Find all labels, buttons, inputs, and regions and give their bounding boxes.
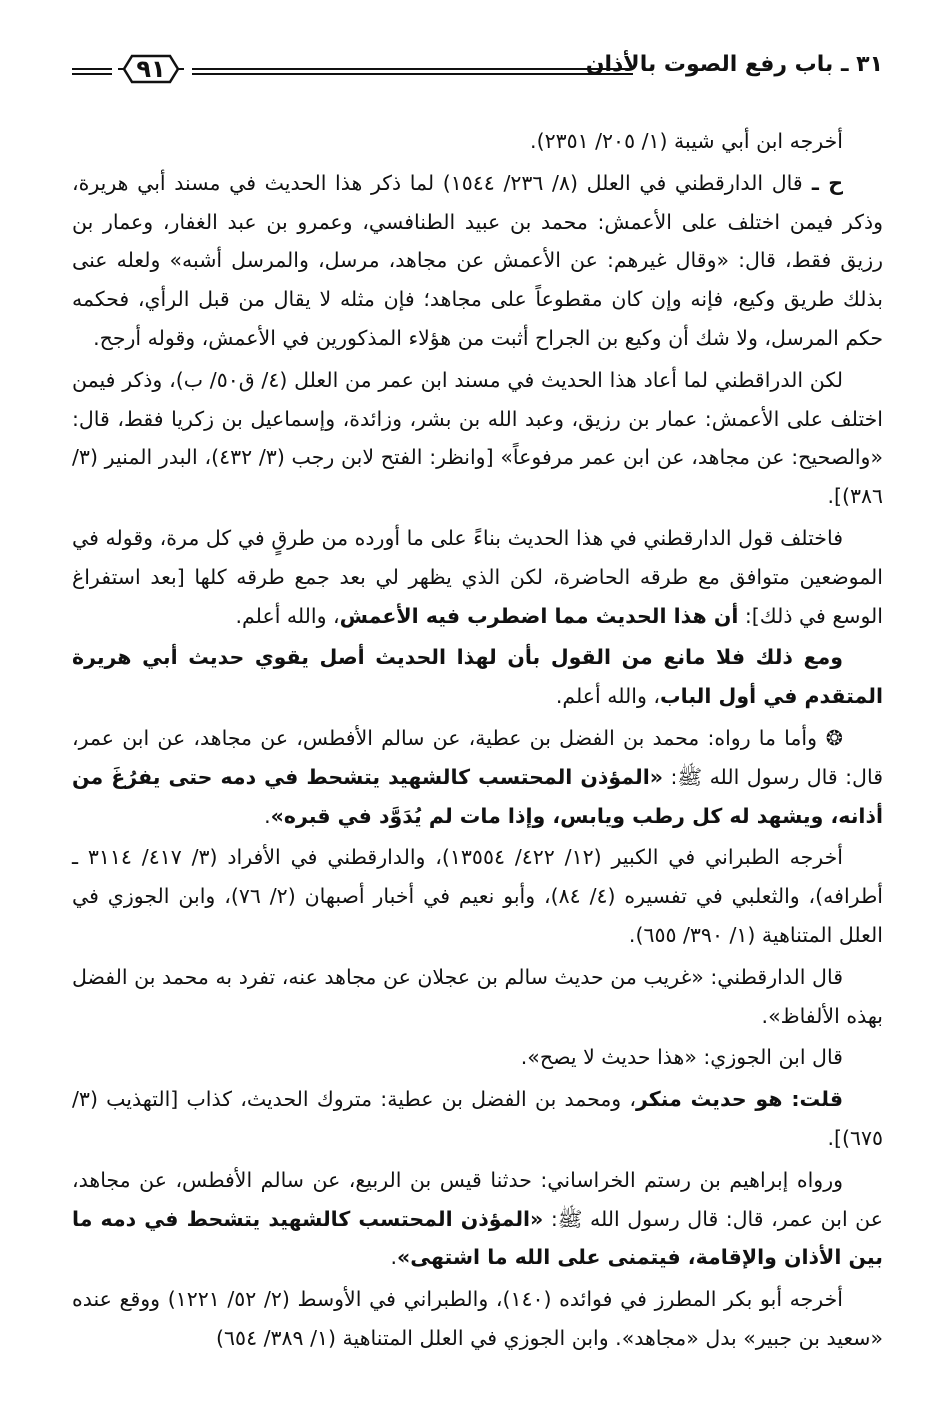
body-text: . xyxy=(264,803,271,828)
body-text: قال ابن الجوزي: «هذا حديث لا يصح». xyxy=(520,1045,843,1070)
header-rule-left xyxy=(72,68,112,75)
body-text: أخرجه ابن أبي شيبة (١/ ٢٠٥/ ٢٣٥١). xyxy=(530,129,843,153)
body-text: قال الدارقطني في العلل (٨/ ٢٣٦/ ١٥٤٤) لما ذكر هذا الحديث في مسند أبي هريرة، وذكر فيمن اختلف على الأعمش: محمد بن عبيد الطنافسي، وعمرو بن عبد الغفار، وعمار بن رزيق فقط، قال: «وقال غيرهم: عن الأعمش عن مجاهد، مرسل، والمرسل أشبه» ولعله عنى بذلك طريق وكيع، فإنه وإن كان مقطوعاً على مجاهد؛ فإن مثله لا يقال من قبل الرأي، فحكمه حكم المرسل، ولا شك أن وكيع بن الجراح أثبت من هؤلاء المذكورين في الأعمش، وقوله أرجح. xyxy=(72,170,883,350)
bold-text: «المؤذن المحتسب كالشهيد يتشحط في دمه ما بين الأذان والإقامة، فيتمنى على الله ما اشتهى» xyxy=(72,1206,883,1270)
body-text: قال الدارقطني: «غريب من حديث سالم بن عجلان عن مجاهد عنه، تفرد به محمد بن الفضل بهذه الألفاظ». xyxy=(72,964,883,1028)
paragraph-p1 xyxy=(72,122,883,161)
paragraph-p4 xyxy=(72,519,883,635)
paragraph-p2 xyxy=(72,164,883,358)
paragraph-p3 xyxy=(72,361,883,516)
bold-text: أن هذا الحديث مما اضطرب فيه الأعمش xyxy=(339,603,739,628)
page-number-ornament xyxy=(114,50,188,88)
body-text: وأما ما رواه: محمد بن الفضل بن عطية، عن سالم الأفطس، عن مجاهد، عن ابن عمر، قال: قال رسول الله ﷺ: xyxy=(72,725,883,789)
chapter-title: ٣١ ـ باب رفع الصوت بالأذان xyxy=(585,52,883,77)
body-text: فاختلف قول الدارقطني في هذا الحديث بناءً على ما أورده من طرقٍ في كل مرة، وقوله في الموضعين متوافق مع طرقه الحاضرة، لكن الذي يظهر لي بعد جمع طرقه كلها [بعد استفراغ الوسع في ذلك]: xyxy=(72,525,883,628)
paragraph-p7 xyxy=(72,838,883,954)
body-text: ، والله أعلم. xyxy=(555,684,661,709)
bold-text: ❂ xyxy=(817,725,843,750)
bold-text: ومع ذلك فلا مانع من القول بأن لهذا الحديث أصل يقوي حديث أبي هريرة المتقدم في أول الباب xyxy=(72,645,883,709)
main-text xyxy=(72,122,883,1361)
paragraph-p8 xyxy=(72,958,883,1036)
bold-text: ح ـ xyxy=(802,170,843,195)
header-rule xyxy=(192,68,633,75)
body-text: . xyxy=(390,1245,398,1270)
body-text: ، والله أعلم. xyxy=(235,603,340,628)
body-text: ورواه إبراهيم بن رستم الخراساني: حدثنا قيس بن الربيع، عن سالم الأفطس، عن مجاهد، عن ابن عمر، قال: قال رسول الله ﷺ: xyxy=(72,1167,883,1231)
body-text: أخرجه الطبراني في الكبير (١٢/ ٤٢٢/ ١٣٥٥٤)، والدارقطني في الأفراد (٣/ ٤١٧/ ٣١١٤ ـ أطرافه)، والثعلبي في تفسيره (٤/ ٨٤)، وأبو نعيم في أخبار أصبهان (٢/ ٧٦)، وابن الجوزي في العلل المتناهية (١/ ٣٩٠/ ٦٥٥). xyxy=(72,845,883,947)
body-text: لكن الدراقطني لما أعاد هذا الحديث في مسند ابن عمر من العلل (٤/ ق٥٠/ ب)، وذكر فيمن اختلف على الأعمش: عمار بن رزيق، وعبد الله بن بشر، وزائدة، وإسماعيل بن زكريا فقط، قال: «والصحيح: عن مجاهد، عن ابن عمر مرفوعاً» [وانظر: الفتح لابن رجب (٣/ ٤٣٢)، البدر المنير (٣/ ٣٨٦)]. xyxy=(72,367,883,509)
bold-text: قلت: هو حديث منكر xyxy=(636,1087,844,1112)
page-number: ٩١ xyxy=(136,55,166,83)
body-text: ، ومحمد بن الفضل بن عطية: متروك الحديث، كذاب [التهذيب (٣/ ٦٧٥)]. xyxy=(72,1087,883,1150)
paragraph-p12 xyxy=(72,1280,883,1358)
paragraph-p10 xyxy=(72,1080,883,1158)
paragraph-p5 xyxy=(72,638,883,716)
body-text: أخرجه أبو بكر المطرز في فوائده (١٤٠)، والطبراني في الأوسط (٢/ ٥٢/ ١٢٢١) ووقع عنده «سعيد بن جبير» بدل «مجاهد». وابن الجوزي في العلل المتناهية (١/ ٣٨٩/ ٦٥٤) xyxy=(72,1287,883,1350)
bold-text: «المؤذن المحتسب كالشهيد يتشحط في دمه حتى يفرُغَ من أذانه، ويشهد له كل رطب ويابس، وإذا مات لم يُدَوَّد في قبره» xyxy=(72,764,883,828)
paragraph-p9 xyxy=(72,1038,883,1077)
paragraph-p6 xyxy=(72,719,883,835)
page-header xyxy=(72,48,883,108)
paragraph-p11 xyxy=(72,1161,883,1277)
